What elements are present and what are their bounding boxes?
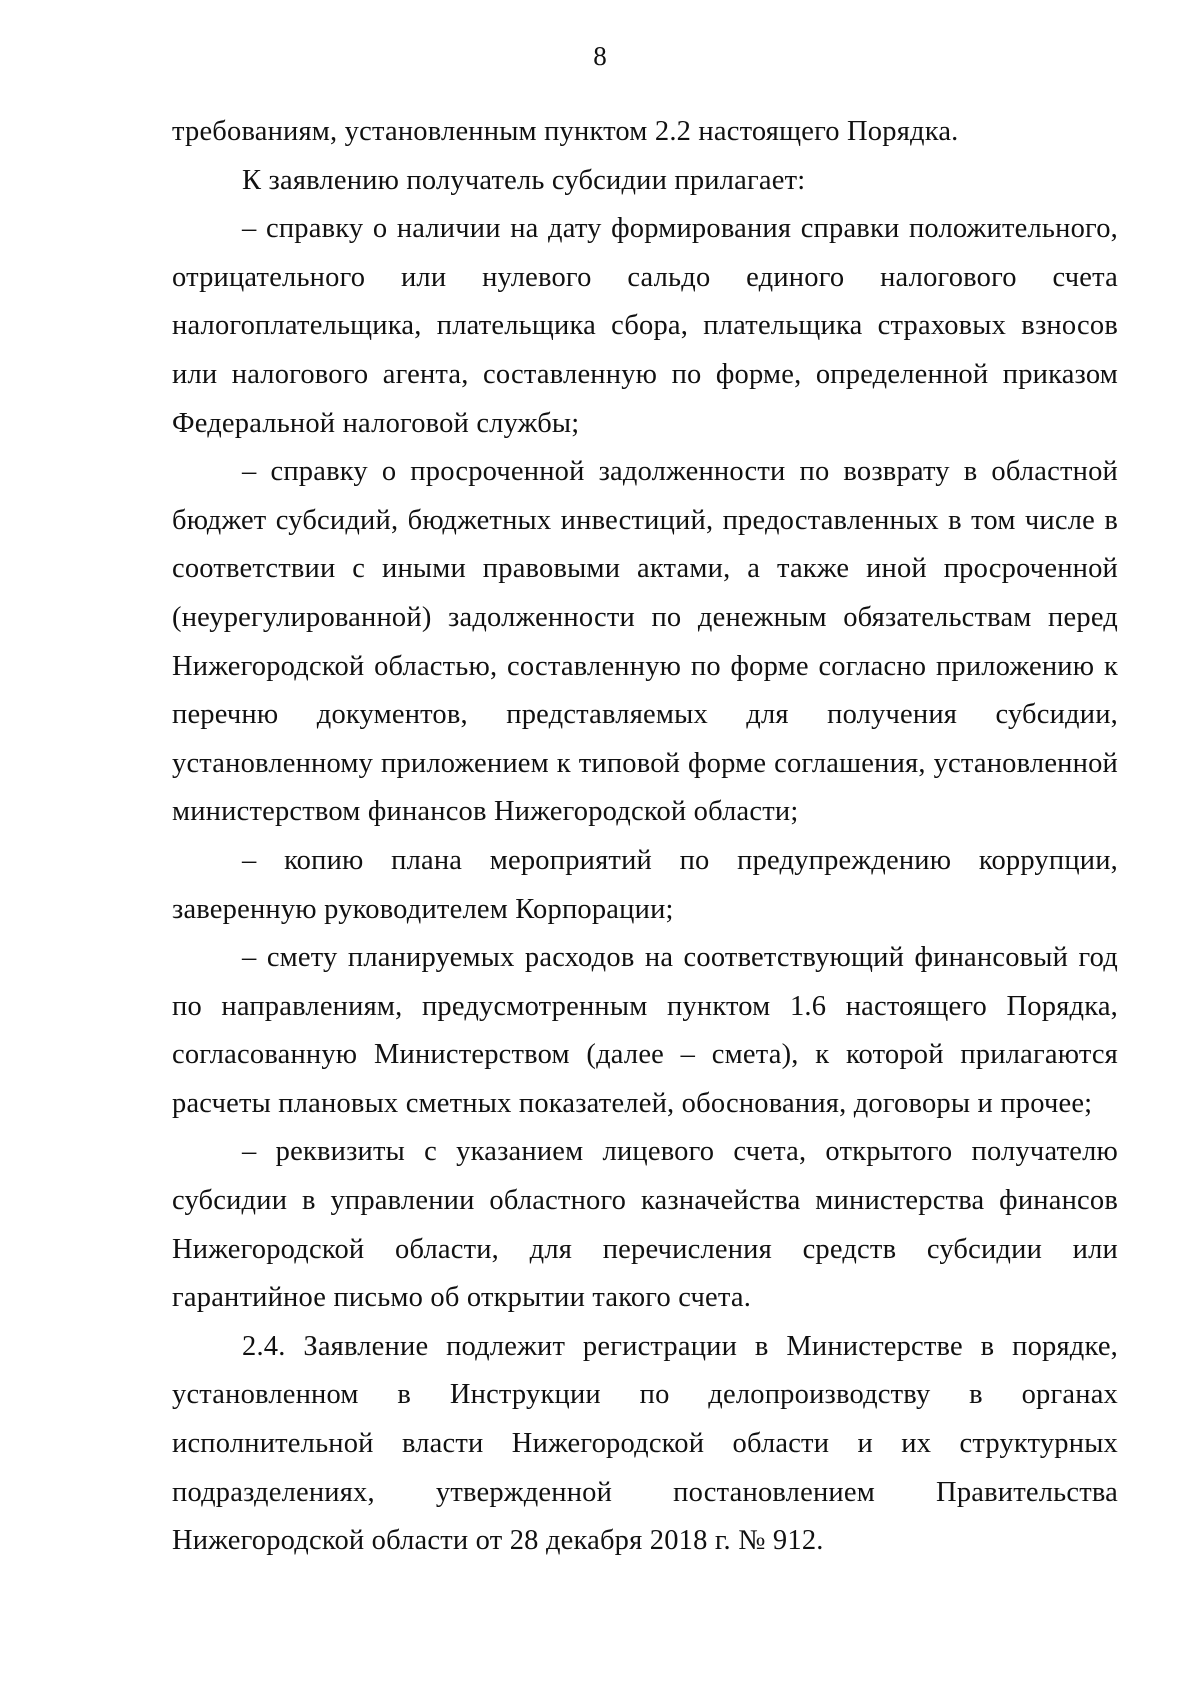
paragraph-attachments-intro: К заявлению получатель субсидии прилагает: <box>242 164 806 196</box>
paragraph-continuation: требованиям, установленным пунктом 2.2 настоящего Порядка. <box>172 116 959 147</box>
document-body <box>172 108 1118 1566</box>
list-item-anticorruption-plan-copy: – копию плана мероприятий по предупреждению коррупции, заверенную руководителем Корпорации; <box>172 844 1118 925</box>
list-item-bank-details: – реквизиты с указанием лицевого счета, открытого получателю субсидии в управлении областного казначейства министерства финансов Нижегородской области, для перечисления средств субсидии или гарантийное письмо об открытии такого счета. <box>172 1136 1118 1314</box>
list-item-expense-estimate: – смету планируемых расходов на соответствующий финансовый год по направлениям, предусмотренным пунктом 1.6 настоящего Порядка, согласованную Министерством (далее – смета), к которой прилагаются расчеты плановых сметных показателей, обоснования, договоры и прочее; <box>172 942 1118 1119</box>
list-item-overdue-debt-certificate: – справку о просроченной задолженности по возврату в областной бюджет субсидий, бюджетных инвестиций, предоставленных в том числе в соответствии с иными правовыми актами, а также иной просроченной (неурегулированной) задолженности по денежным обязательствам перед Нижегородской областью, составленную по форме согласно приложению к перечню документов, представляемых для получения субсидии, установленному приложением к типовой форме соглашения, установленной министерством финансов Нижегородской области; <box>172 456 1118 828</box>
page-number: 8 <box>593 41 607 71</box>
section-2-4-paragraph: 2.4. Заявление подлежит регистрации в Министерстве в порядке, установленном в Инструкции по делопроизводству в органах исполнительной власти Нижегородской области и их структурных подразделениях, утвержденной постановлением Правительства Нижегородской области от 28 декабря 2018 г. № 912. <box>172 1330 1118 1557</box>
list-item-tax-balance-certificate: – справку о наличии на дату формирования справки положительного, отрицательного или нулевого сальдо единого налогового счета налогоплательщика, плательщика сбора, плательщика страховых взносов или налогового агента, составленную по форме, определенной приказом Федеральной налоговой службы; <box>172 213 1118 439</box>
